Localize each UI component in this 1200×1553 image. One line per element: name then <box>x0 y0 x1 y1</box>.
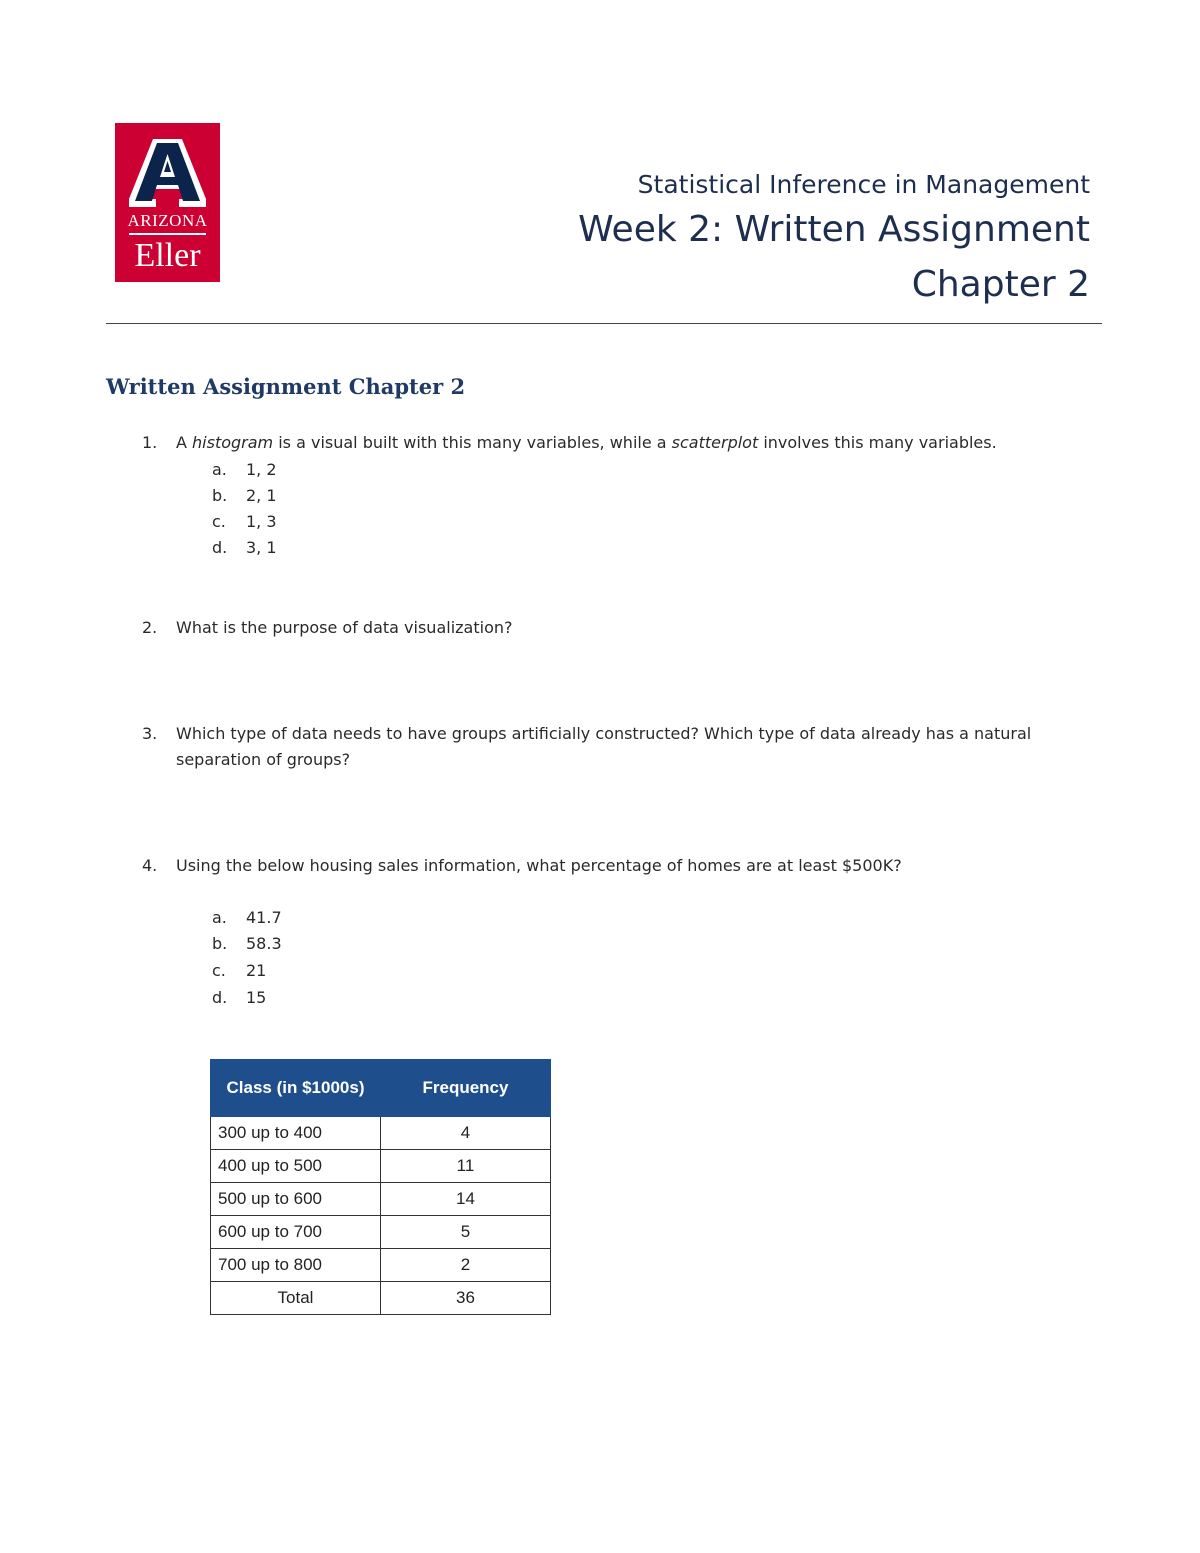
question-number: 2. <box>142 618 158 637</box>
frequency-table <box>210 1059 551 1315</box>
option-letter: c. <box>212 512 226 531</box>
block-a-icon <box>129 139 206 207</box>
frequency-cell: 14 <box>381 1183 551 1216</box>
assignment-title: Week 2: Written Assignment <box>578 209 1090 250</box>
class-cell: 400 up to 500 <box>211 1150 381 1183</box>
option-4c <box>212 961 266 980</box>
option-text: 41.7 <box>246 908 282 927</box>
table-row <box>211 1117 551 1150</box>
option-letter: b. <box>212 486 228 505</box>
option-4a <box>212 908 282 927</box>
option-text: 2, 1 <box>246 486 277 505</box>
option-1c <box>212 512 277 531</box>
option-text: 3, 1 <box>246 538 277 557</box>
class-cell: 500 up to 600 <box>211 1183 381 1216</box>
option-letter: a. <box>212 460 227 479</box>
section-title: Written Assignment Chapter 2 <box>106 374 466 399</box>
option-letter: d. <box>212 988 228 1007</box>
logo-college-name: Eller <box>134 237 201 274</box>
table-row <box>211 1216 551 1249</box>
frequency-cell: 11 <box>381 1150 551 1183</box>
option-text: 1, 3 <box>246 512 277 531</box>
question-text: Using the below housing sales information, what percentage of homes are at least $500K? <box>176 856 902 875</box>
question-number: 4. <box>142 856 158 875</box>
logo-divider <box>129 233 206 235</box>
column-header-frequency: Frequency <box>381 1060 551 1117</box>
university-logo <box>115 123 220 282</box>
option-1a <box>212 460 277 479</box>
frequency-cell: 2 <box>381 1249 551 1282</box>
option-1b <box>212 486 277 505</box>
option-text: 1, 2 <box>246 460 277 479</box>
table-row <box>211 1249 551 1282</box>
question-number: 1. <box>142 433 158 452</box>
table-header-row <box>211 1060 551 1117</box>
option-4d <box>212 988 266 1007</box>
frequency-cell: 4 <box>381 1117 551 1150</box>
option-4b <box>212 934 282 953</box>
course-title: Statistical Inference in Management <box>637 170 1090 199</box>
chapter-title: Chapter 2 <box>911 264 1090 305</box>
question-text-part: involves this many variables. <box>758 433 997 452</box>
question-text-part: is a visual built with this many variables, while a <box>273 433 672 452</box>
logo-university-name: ARIZONA <box>127 211 208 230</box>
term-histogram: histogram <box>192 433 274 452</box>
table-total-row <box>211 1282 551 1315</box>
term-scatterplot: scatterplot <box>671 433 759 452</box>
option-text: 58.3 <box>246 934 282 953</box>
question-text <box>176 430 1066 456</box>
option-letter: a. <box>212 908 227 927</box>
question-number: 3. <box>142 724 158 743</box>
class-cell: 600 up to 700 <box>211 1216 381 1249</box>
option-1d <box>212 538 277 557</box>
question-text-part: A <box>176 433 193 452</box>
column-header-class: Class (in $1000s) <box>211 1060 381 1117</box>
option-letter: d. <box>212 538 228 557</box>
option-text: 15 <box>246 988 267 1007</box>
option-letter: c. <box>212 961 226 980</box>
header-divider <box>106 323 1102 324</box>
frequency-cell: 5 <box>381 1216 551 1249</box>
option-text: 21 <box>246 961 267 980</box>
question-text: What is the purpose of data visualization? <box>176 618 513 637</box>
total-frequency-cell: 36 <box>381 1282 551 1315</box>
class-cell: 300 up to 400 <box>211 1117 381 1150</box>
question-text: Which type of data needs to have groups artificially constructed? Which type of data already has a natural separation of groups? <box>176 724 1032 769</box>
total-label-cell: Total <box>211 1282 381 1315</box>
table-row <box>211 1150 551 1183</box>
table-row <box>211 1183 551 1216</box>
class-cell: 700 up to 800 <box>211 1249 381 1282</box>
option-letter: b. <box>212 934 228 953</box>
